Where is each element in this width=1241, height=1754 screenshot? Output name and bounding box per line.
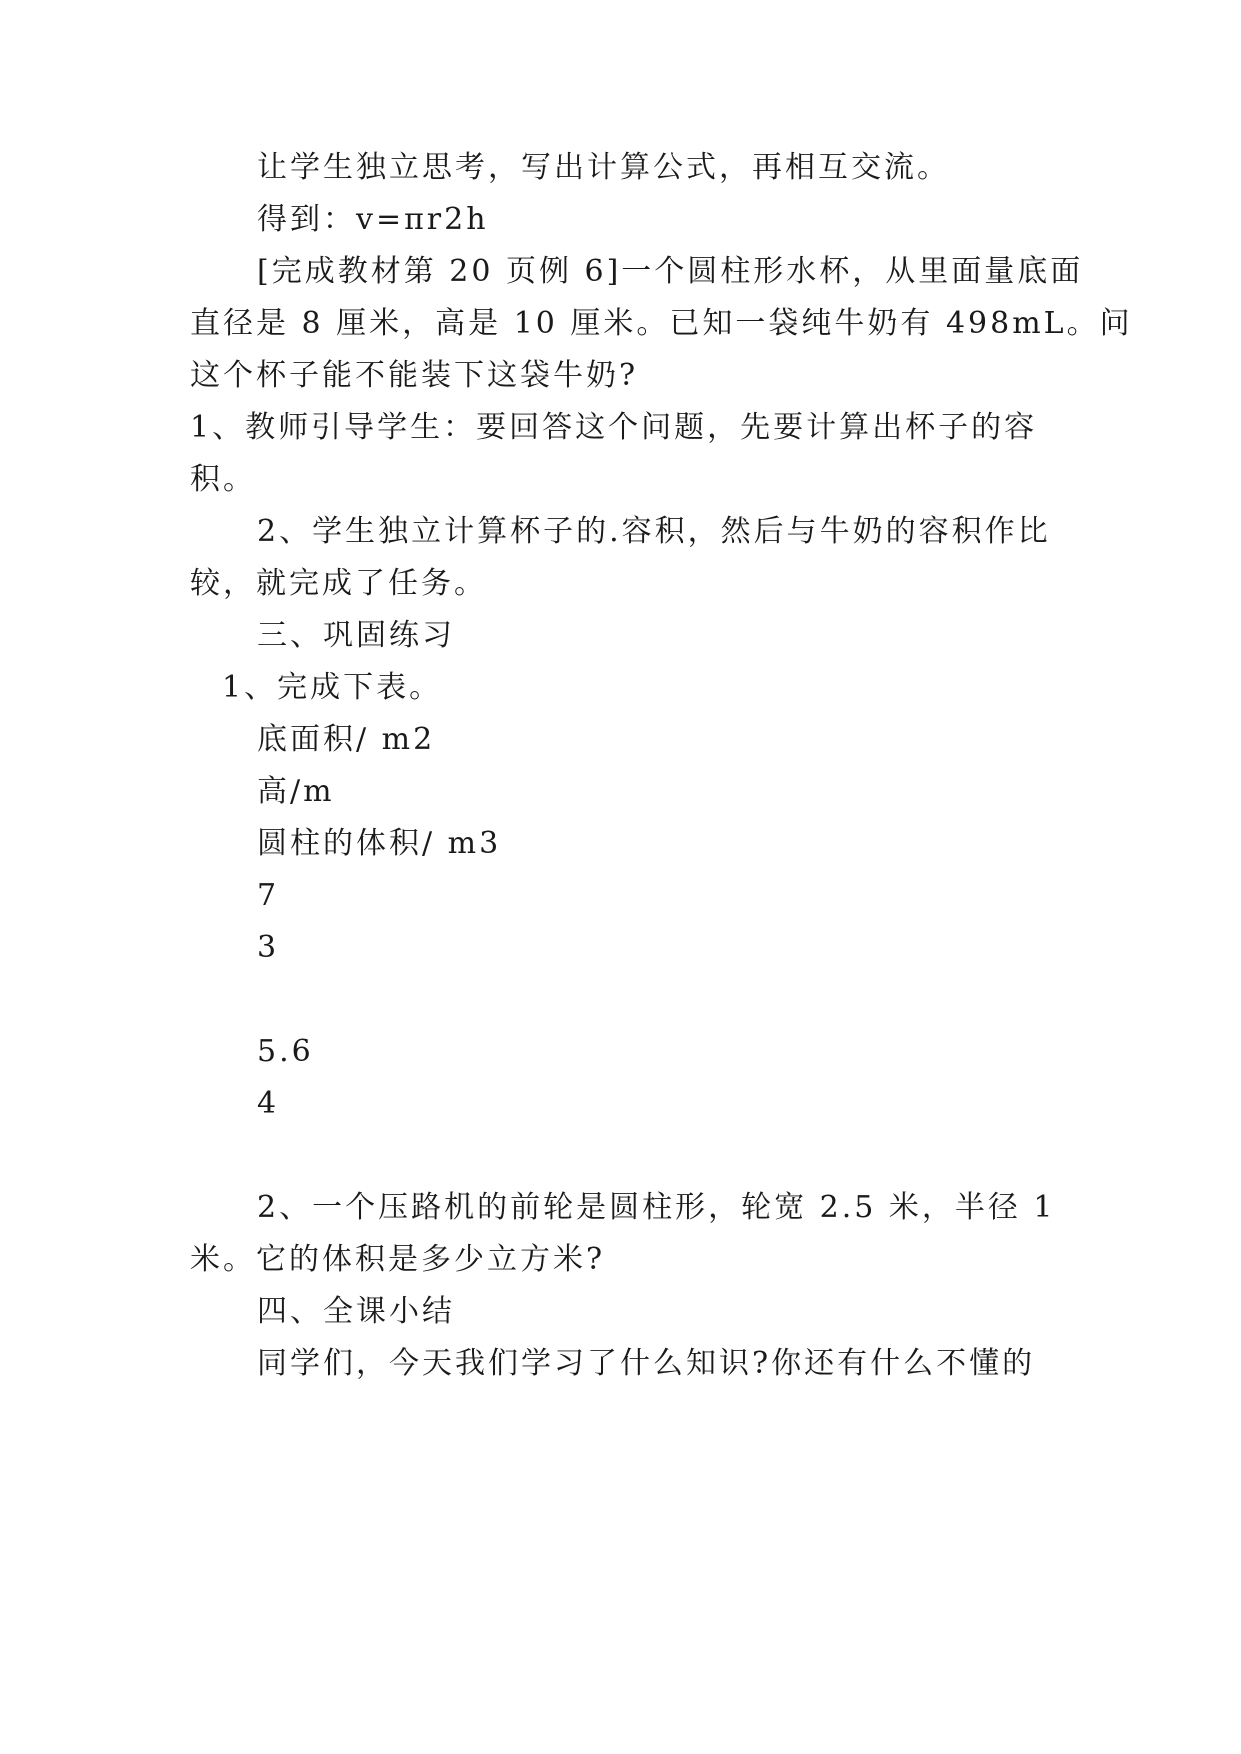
table-cell-value: 4 xyxy=(257,1086,280,1121)
paragraph-line: 同学们，今天我们学习了什么知识?你还有什么不懂的 xyxy=(257,1346,1036,1381)
paragraph-line: 积。 xyxy=(190,462,256,497)
paragraph-line: 米。它的体积是多少立方米? xyxy=(190,1242,606,1277)
table-cell-value: 3 xyxy=(257,930,280,965)
paragraph-line: 2、学生独立计算杯子的.容积，然后与牛奶的容积作比 xyxy=(257,514,1051,549)
exercise-heading: 1、完成下表。 xyxy=(222,670,443,705)
table-cell-text: 底面积/ m2 xyxy=(257,722,436,757)
table-cell-text: 高/m xyxy=(257,774,335,809)
table-cell-value: 5.6 xyxy=(257,1034,314,1069)
paragraph-line: 这个杯子能不能装下这袋牛奶? xyxy=(190,358,639,393)
paragraph-line: 让学生独立思考，写出计算公式，再相互交流。 xyxy=(257,150,950,185)
formula-line: 得到：v=πr2h xyxy=(257,202,489,237)
section-heading: 三、巩固练习 xyxy=(257,618,455,653)
paragraph-line: 较，就完成了任务。 xyxy=(190,566,487,601)
table-cell-text: 圆柱的体积/ m3 xyxy=(257,826,502,861)
paragraph-line: 2、一个压路机的前轮是圆柱形，轮宽 2.5 米，半径 1 xyxy=(257,1190,1056,1225)
paragraph-line: 1、教师引导学生：要回答这个问题，先要计算出杯子的容 xyxy=(190,410,1038,445)
paragraph-line: 直径是 8 厘米，高是 10 厘米。已知一袋纯牛奶有 498mL。问 xyxy=(190,306,1133,341)
section-heading: 四、全课小结 xyxy=(257,1294,455,1329)
paragraph-line: [完成教材第 20 页例 6]一个圆柱形水杯，从里面量底面 xyxy=(257,254,1084,289)
table-cell-value: 7 xyxy=(257,878,280,913)
